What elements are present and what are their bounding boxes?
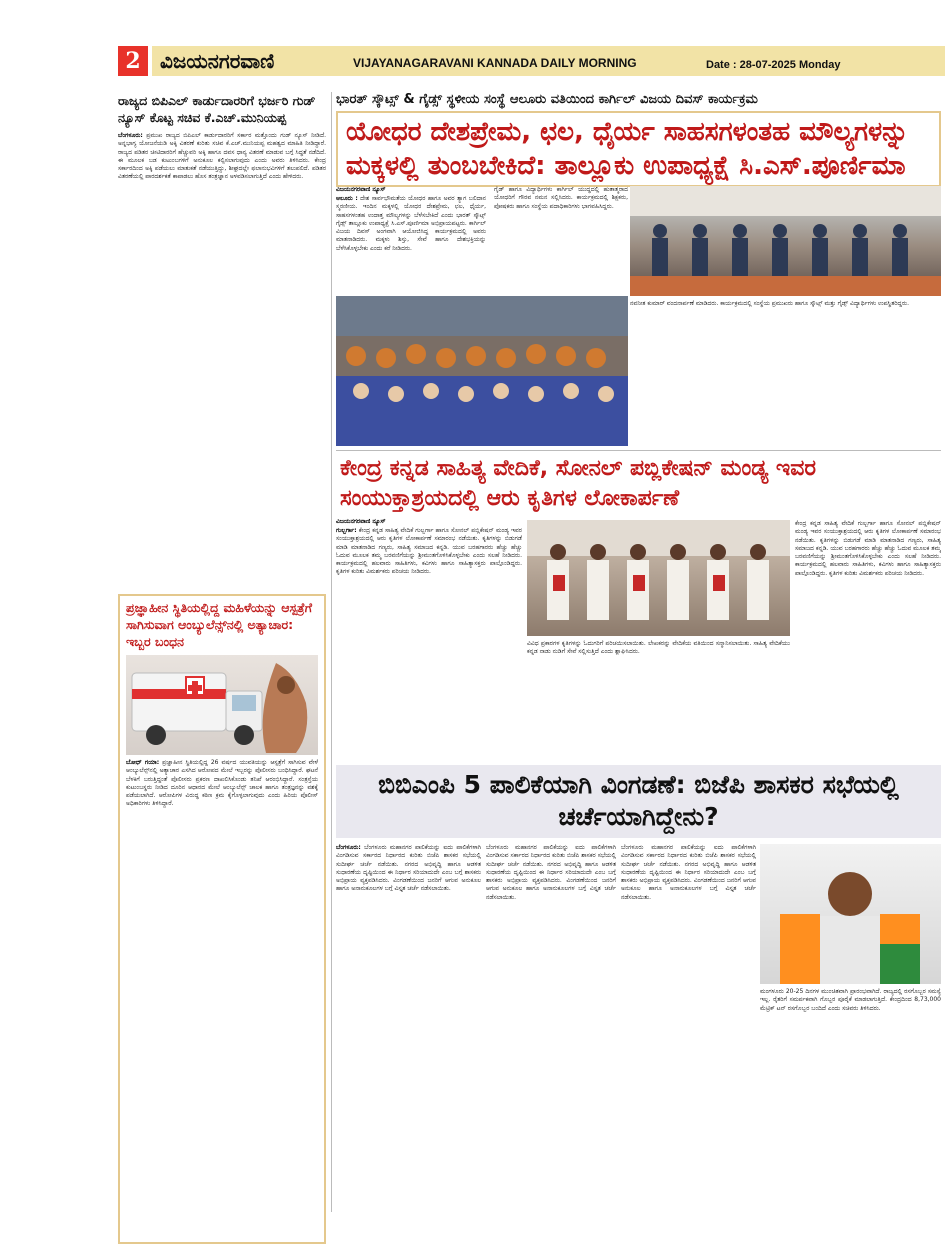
bbmp-col-2	[486, 844, 616, 1209]
kargil-headline-box	[336, 111, 941, 187]
books-photo	[527, 520, 790, 636]
story-text-3: ಬೆಂಗಳೂರು ಮಹಾನಗರ ಪಾಲಿಕೆಯನ್ನು ಐದು ಪಾಲಿಕೆಗಳಾಗಿ ವಿಂಗಡಿಸುವ ಸರ್ಕಾರದ ನಿರ್ಧಾರದ ಕುರಿತು ಬಿಜೆಪಿ ಶಾಸಕರ ಸಭೆಯಲ್ಲಿ ಸುದೀರ್ಘ ಚರ್ಚೆ ನಡೆಯಿತು. ನಗರದ ಅಭಿವೃದ್ಧಿ ಹಾಗೂ ಆಡಳಿತ ಸುಧಾರಣೆಯ ದೃಷ್ಟಿಯಿಂದ ಈ ನಿರ್ಧಾರ ಸರಿಯಾದುದೇ ಎಂಬ ಬಗ್ಗೆ ಶಾಸಕರು ಅಭಿಪ್ರಾಯ ವ್ಯಕ್ತಪಡಿಸಿದರು. ವಿಂಗಡಣೆಯಿಂದ ಜನರಿಗೆ ಆಗುವ ಅನುಕೂಲ ಹಾಗೂ ಅನಾನುಕೂಲಗಳ ಬಗ್ಗೆ ವಿಸ್ತೃತ ಚರ್ಚೆ ನಡೆಸಲಾಯಿತು.	[621, 844, 756, 901]
story-text: ಬೆಂಗಳೂರು ಮಹಾನಗರ ಪಾಲಿಕೆಯನ್ನು ಐದು ಪಾಲಿಕೆಗಳಾಗಿ ವಿಂಗಡಿಸುವ ಸರ್ಕಾರದ ನಿರ್ಧಾರದ ಕುರಿತು ಬಿಜೆಪಿ ಶಾಸಕರ ಸಭೆಯಲ್ಲಿ ಸುದೀರ್ಘ ಚರ್ಚೆ ನಡೆಯಿತು. ನಗರದ ಅಭಿವೃದ್ಧಿ ಹಾಗೂ ಆಡಳಿತ ಸುಧಾರಣೆಯ ದೃಷ್ಟಿಯಿಂದ ಈ ನಿರ್ಧಾರ ಸರಿಯಾದುದೇ ಎಂಬ ಬಗ್ಗೆ ಶಾಸಕರು ಅಭಿಪ್ರಾಯ ವ್ಯಕ್ತಪಡಿಸಿದರು. ವಿಂಗಡಣೆಯಿಂದ ಜನರಿಗೆ ಆಗುವ ಅನುಕೂಲ ಹಾಗೂ ಅನಾನುಕೂಲಗಳ ಬಗ್ಗೆ ವಿಸ್ತೃತ ಚರ್ಚೆ ನಡೆಸಲಾಯಿತು.	[336, 844, 481, 893]
bbmp-col-1	[336, 844, 481, 1209]
story-dateline: ಬೋಧ್ ಗಯಾ:	[126, 759, 160, 766]
group-photo	[630, 186, 941, 296]
story-text: ಕೇಂದ್ರ ಕನ್ನಡ ಸಾಹಿತ್ಯ ವೇದಿಕೆ ಗುಲ್ಬರ್ಗಾ ಹಾಗೂ ಸೋನಲ್ ಪಬ್ಲಿಕೇಷನ್ ಮಂಡ್ಯ ಇವರ ಸಂಯುಕ್ತಾಶ್ರಯದಲ್ಲಿ ಆರು ಕೃತಿಗಳ ಲೋಕಾರ್ಪಣೆ ಸಮಾರಂಭ ನಡೆಯಿತು. ಕೃತಿಗಳನ್ನು ಬಿಡುಗಡೆ ಮಾಡಿ ಮಾತನಾಡಿದ ಗಣ್ಯರು, ಸಾಹಿತ್ಯ ಸಮಾಜದ ಕನ್ನಡಿ. ಯುವ ಬರಹಗಾರರು ಹೆಚ್ಚು ಹೆಚ್ಚು ಓದುವ ಮೂಲಕ ತಮ್ಮ ಬರವಣಿಗೆಯನ್ನು ಶ್ರೀಮಂತಗೊಳಿಸಿಕೊಳ್ಳಬೇಕು ಎಂದು ಸಲಹೆ ನೀಡಿದರು. ಕಾರ್ಯಕ್ರಮದಲ್ಲಿ ಹಲವಾರು ಸಾಹಿತಿಗಳು, ಕವಿಗಳು ಹಾಗೂ ಸಾಹಿತ್ಯಾಸಕ್ತರು ಪಾಲ್ಗೊಂಡಿದ್ದರು. ಕೃತಿಗಳ ಕುರಿತು ವಿಮರ್ಶಕರು ಪರಿಚಯ ನೀಡಿದರು.	[336, 527, 522, 576]
books-story	[336, 454, 941, 514]
story-dateline: ಬೆಂಗಳೂರು:	[118, 132, 143, 139]
story-body	[336, 844, 481, 1209]
story-text: ಪ್ರಜ್ಞಾಹೀನ ಸ್ಥಿತಿಯಲ್ಲಿದ್ದ 26 ವರ್ಷದ ಯುವತಿಯನ್ನು ಆಸ್ಪತ್ರೆಗೆ ಸಾಗಿಸುವ ವೇಳೆ ಆಂಬ್ಯುಲೆನ್ಸ್‌ನಲ್ಲಿ ಅತ್ಯಾಚಾರ ಎಸಗಿದ ಆರೋಪದ ಮೇಲೆ ಇಬ್ಬರನ್ನು ಪೊಲೀಸರು ಬಂಧಿಸಿದ್ದಾರೆ. ಘಟನೆ ಬೆಳಕಿಗೆ ಬರುತ್ತಿದ್ದಂತೆ ಪೊಲೀಸರು ಪ್ರಕರಣ ದಾಖಲಿಸಿಕೊಂಡು ತನಿಖೆ ಆರಂಭಿಸಿದ್ದಾರೆ. ಸಂತ್ರಸ್ತೆಯ ಕುಟುಂಬಸ್ಥರು ನೀಡಿದ ದೂರಿನ ಆಧಾರದ ಮೇಲೆ ಆಂಬ್ಯುಲೆನ್ಸ್ ಚಾಲಕ ಹಾಗೂ ತಂತ್ರಜ್ಞನನ್ನು ವಶಕ್ಕೆ ಪಡೆಯಲಾಗಿದೆ. ಆರೋಪಿಗಳ ವಿರುದ್ಧ ಕಠಿಣ ಕ್ರಮ ಕೈಗೊಳ್ಳಲಾಗುವುದು ಎಂದು ಹಿರಿಯ ಪೊಲೀಸ್ ಅಧಿಕಾರಿಗಳು ತಿಳಿಸಿದ್ದಾರೆ.	[126, 759, 318, 808]
story-text-3: ಕೇಂದ್ರ ಕನ್ನಡ ಸಾಹಿತ್ಯ ವೇದಿಕೆ ಗುಲ್ಬರ್ಗಾ ಹಾಗೂ ಸೋನಲ್ ಪಬ್ಲಿಕೇಷನ್ ಮಂಡ್ಯ ಇವರ ಸಂಯುಕ್ತಾಶ್ರಯದಲ್ಲಿ ಆರು ಕೃತಿಗಳ ಲೋಕಾರ್ಪಣೆ ಸಮಾರಂಭ ನಡೆಯಿತು. ಕೃತಿಗಳನ್ನು ಬಿಡುಗಡೆ ಮಾಡಿ ಮಾತನಾಡಿದ ಗಣ್ಯರು, ಸಾಹಿತ್ಯ ಸಮಾಜದ ಕನ್ನಡಿ. ಯುವ ಬರಹಗಾರರು ಹೆಚ್ಚು ಹೆಚ್ಚು ಓದುವ ಮೂಲಕ ತಮ್ಮ ಬರವಣಿಗೆಯನ್ನು ಶ್ರೀಮಂತಗೊಳಿಸಿಕೊಳ್ಳಬೇಕು ಎಂದು ಸಲಹೆ ನೀಡಿದರು. ಕಾರ್ಯಕ್ರಮದಲ್ಲಿ ಹಲವಾರು ಸಾಹಿತಿಗಳು, ಕವಿಗಳು ಹಾಗೂ ಸಾಹಿತ್ಯಾಸಕ್ತರು ಪಾಲ್ಗೊಂಡಿದ್ದರು. ಕೃತಿಗಳ ಕುರಿತು ವಿಮರ್ಶಕರು ಪರಿಚಯ ನೀಡಿದರು.	[795, 520, 941, 577]
ambulance-illustration	[126, 655, 318, 755]
students-photo	[336, 296, 628, 446]
masthead-title-english: VIJAYANAGARAVANI KANNADA DAILY MORNING	[353, 56, 637, 70]
story-text-2: ವಿವಿಧ ಪ್ರಕಾರಗಳ ಕೃತಿಗಳನ್ನು ಓದುಗರಿಗೆ ಪರಿಚಯಿಸಲಾಯಿತು. ಲೇಖಕರನ್ನು ವೇದಿಕೆಯ ವತಿಯಿಂದ ಸನ್ಮಾನಿಸಲಾಯಿತು. ಸಾಹಿತ್ಯ ವೇದಿಕೆಯು ಕನ್ನಡ ನಾಡು ನುಡಿಗೆ ಸೇವೆ ಸಲ್ಲಿಸುತ್ತಿದೆ ಎಂದು ಶ್ಲಾಘಿಸಿದರು.	[527, 640, 790, 656]
story-dateline: ಬೆಂಗಳೂರು:	[336, 844, 361, 851]
story-body	[120, 757, 324, 1242]
story-text: ಪ್ರಮುಖ ರಾಜ್ಯದ ಬಿಪಿಎಲ್ ಕಾರ್ಡುದಾರರಿಗೆ ಸರ್ಕಾರ ಮತ್ತೊಂದು ಗುಡ್ ನ್ಯೂಸ್ ನೀಡಿದೆ. ಅನ್ನಭಾಗ್ಯ ಯೋಜನೆಯಡಿ ಅಕ್ಕಿ ವಿತರಣೆ ಕುರಿತು ಸಚಿವ ಕೆ.ಎಚ್.ಮುನಿಯಪ್ಪ ಮಹತ್ವದ ಮಾಹಿತಿ ನೀಡಿದ್ದಾರೆ. ರಾಜ್ಯದ ಪಡಿತರ ಚೀಟಿದಾರರಿಗೆ ಹೆಚ್ಚುವರಿ ಅಕ್ಕಿ ಹಾಗೂ ದವಸ ಧಾನ್ಯ ವಿತರಣೆ ಮಾಡುವ ಬಗ್ಗೆ ಸಿದ್ಧತೆ ನಡೆದಿದೆ. ಈ ಮೂಲಕ ಬಡ ಕುಟುಂಬಗಳಿಗೆ ಅನುಕೂಲ ಕಲ್ಪಿಸಲಾಗುವುದು ಎಂದು ಅವರು ತಿಳಿಸಿದರು. ಕೇಂದ್ರ ಸರ್ಕಾರದಿಂದ ಅಕ್ಕಿ ಪಡೆಯಲು ಮಾತುಕತೆ ನಡೆಯುತ್ತಿದ್ದು, ಶೀಘ್ರದಲ್ಲೇ ಫಲಾನುಭವಿಗಳಿಗೆ ತಲುಪಲಿದೆ. ಪಡಿತರ ವಿತರಣೆಯಲ್ಲಿ ಪಾರದರ್ಶಕತೆ ಕಾಪಾಡಲು ಹೊಸ ತಂತ್ರಜ್ಞಾನ ಅಳವಡಿಸಲಾಗುತ್ತಿದೆ ಎಂದು ಹೇಳಿದರು.	[118, 132, 326, 181]
kargil-col-1	[336, 186, 486, 299]
book-release-photo	[527, 520, 790, 636]
story-headline: ಪ್ರಜ್ಞಾಹೀನ ಸ್ಥಿತಿಯಲ್ಲಿದ್ದ ಮಹಿಳೆಯನ್ನು ಆಸ್ಪತ್ರೆಗೆ ಸಾಗಿಸುವಾಗ ಆಂಬ್ಯುಲೆನ್ಸ್‌ನಲ್ಲಿ ಅತ್ಯಾಚಾರ: ಇಬ್ಬರ ಬಂಧನ	[126, 600, 313, 649]
books-headline: ಕೇಂದ್ರ ಕನ್ನಡ ಸಾಹಿತ್ಯ ವೇದಿಕೆ, ಸೋನಲ್ ಪಬ್ಲಿಕೇಷನ್ ಮಂಡ್ಯ ಇವರ ಸಂಯುಕ್ತಾಶ್ರಯದಲ್ಲಿ ಆರು ಕೃತಿಗಳ ಲೋಕಾರ್ಪಣೆ	[340, 456, 816, 511]
kargil-photo-students	[336, 296, 628, 446]
story-text: ದೇಶ ಸಾರ್ವಭೌಮತೆಯ ಯೋಧರ ಹಾಗೂ ಅವರ ತ್ಯಾಗ ಬಲಿದಾನ ಸ್ಮರಣೀಯ. ಇಂದಿನ ಮಕ್ಕಳಲ್ಲಿ ಯೋಧರ ದೇಶಪ್ರೇಮ, ಛಲ, ಧೈರ್ಯ, ಸಾಹಸಗಳಂತಹ ಉದಾತ್ತ ಮೌಲ್ಯಗಳನ್ನು ಬೆಳೆಸಬೇಕಿದೆ ಎಂದು ಭಾರತ್ ಸ್ಕೌಟ್ಸ್ ಗೈಡ್ಸ್ ತಾಲ್ಲೂಕು ಉಪಾಧ್ಯಕ್ಷೆ ಸಿ.ಎಸ್.ಪೂರ್ಣಿಮಾ ಅಭಿಪ್ರಾಯಪಟ್ಟರು. ಕಾರ್ಗಿಲ್ ವಿಜಯ ದಿವಸ್ ಅಂಗವಾಗಿ ಆಯೋಜಿಸಿದ್ದ ಕಾರ್ಯಕ್ರಮದಲ್ಲಿ ಅವರು ಮಾತನಾಡಿದರು. ಮಕ್ಕಳು ಶಿಸ್ತು, ಸೇವೆ ಹಾಗೂ ದೇಶಭಕ್ತಿಯನ್ನು ಬೆಳೆಸಿಕೊಳ್ಳಬೇಕು ಎಂದು ಕರೆ ನೀಡಿದರು.	[336, 195, 486, 252]
story-credit: ವಿಜಯನಗರವಾಣಿ ನ್ಯೂಸ್	[336, 518, 386, 525]
caption-text: ಮಂಗಳೂರು 20-25 ದಿನಗಳ ಮುಂಚಿತವಾಗಿ ಪ್ರಾರಂಭವಾಗಿದೆ. ರಾಜ್ಯದಲ್ಲಿ ರಸಗೊಬ್ಬರ ಸಮಸ್ಯೆ ಇಲ್ಲ. ರೈತರಿಗೆ ಸಮರ್ಪಕವಾಗಿ ಗೊಬ್ಬರ ಪೂರೈಕೆ ಮಾಡಲಾಗುತ್ತಿದೆ. ಕೇಂದ್ರದಿಂದ 8,73,000 ಮೆಟ್ರಿಕ್ ಟನ್ ರಸಗೊಬ್ಬರ ಬಂದಿದೆ ಎಂದು ಸಚಿವರು ತಿಳಿಸಿದರು.	[760, 988, 941, 1012]
kargil-kicker: ಭಾರತ್ ಸ್ಕೌಟ್ಸ್ & ಗೈಡ್ಸ್ ಸ್ಥಳೀಯ ಸಂಸ್ಥೆ ಆಲೂರು ವತಿಯಿಂದ ಕಾರ್ಗಿಲ್ ವಿಜಯ ದಿವಸ್ ಕಾರ್ಯಕ್ರಮ	[336, 92, 758, 107]
bbmp-headline: ಬಿಬಿಎಂಪಿ 5 ಪಾಲಿಕೆಯಾಗಿ ವಿಂಗಡಣೆ: ಬಿಜೆಪಿ ಶಾಸಕರ ಸಭೆಯಲ್ಲಿ ಚರ್ಚೆಯಾಗಿದ್ದೇನು?	[378, 770, 899, 831]
bbmp-photo	[760, 844, 941, 984]
page-number: 2	[118, 46, 148, 76]
bbmp-col-3	[621, 844, 756, 1209]
story-body	[336, 527, 522, 763]
story-text-2: ಗೈಡ್ ಹಾಗೂ ವಿದ್ಯಾರ್ಥಿಗಳು ಕಾರ್ಗಿಲ್ ಯುದ್ಧದಲ್ಲಿ ಹುತಾತ್ಮರಾದ ಯೋಧರಿಗೆ ಗೌರವ ನಮನ ಸಲ್ಲಿಸಿದರು. ಕಾರ್ಯಕ್ರಮದಲ್ಲಿ ಶಿಕ್ಷಕರು, ಪೋಷಕರು ಹಾಗೂ ಸಂಸ್ಥೆಯ ಪದಾಧಿಕಾರಿಗಳು ಭಾಗವಹಿಸಿದ್ದರು.	[494, 186, 628, 210]
kargil-col-2	[494, 186, 628, 292]
masthead	[0, 0, 945, 88]
story-dateline: ಗುಲ್ಬರ್ಗಾ:	[336, 527, 357, 534]
section-divider	[336, 450, 941, 451]
story-text-2: ಬೆಂಗಳೂರು ಮಹಾನಗರ ಪಾಲಿಕೆಯನ್ನು ಐದು ಪಾಲಿಕೆಗಳಾಗಿ ವಿಂಗಡಿಸುವ ಸರ್ಕಾರದ ನಿರ್ಧಾರದ ಕುರಿತು ಬಿಜೆಪಿ ಶಾಸಕರ ಸಭೆಯಲ್ಲಿ ಸುದೀರ್ಘ ಚರ್ಚೆ ನಡೆಯಿತು. ನಗರದ ಅಭಿವೃದ್ಧಿ ಹಾಗೂ ಆಡಳಿತ ಸುಧಾರಣೆಯ ದೃಷ್ಟಿಯಿಂದ ಈ ನಿರ್ಧಾರ ಸರಿಯಾದುದೇ ಎಂಬ ಬಗ್ಗೆ ಶಾಸಕರು ಅಭಿಪ್ರಾಯ ವ್ಯಕ್ತಪಡಿಸಿದರು. ವಿಂಗಡಣೆಯಿಂದ ಜನರಿಗೆ ಆಗುವ ಅನುಕೂಲ ಹಾಗೂ ಅನಾನುಕೂಲಗಳ ಬಗ್ಗೆ ವಿಸ್ತೃತ ಚರ್ಚೆ ನಡೆಸಲಾಯಿತು.	[486, 844, 616, 901]
story-text-3: ನವನೀತ ಕುಮಾರ್ ವಂದನಾರ್ಪಣೆ ಮಾಡಿದರು. ಕಾರ್ಯಕ್ರಮದಲ್ಲಿ ಸಂಸ್ಥೆಯ ಪ್ರಮುಖರು ಹಾಗೂ ಸ್ಕೌಟ್ಸ್ ಮತ್ತು ಗೈಡ್ಸ್ ವಿದ್ಯಾರ್ಥಿಗಳು ಉಪಸ್ಥಿತರಿದ್ದರು.	[630, 300, 909, 307]
story-dateline: ಆಲೂರು :	[336, 195, 358, 202]
left-story-bpl	[118, 92, 326, 600]
books-col-3	[795, 520, 941, 756]
masthead-title-kannada: ವಿಜಯನಗರವಾಣಿ	[160, 49, 275, 73]
bbmp-photo-caption	[760, 988, 941, 1208]
books-col-1	[336, 518, 522, 763]
left-story-ambulance	[118, 594, 326, 1244]
masthead-date: Date : 28-07-2025 Monday	[706, 59, 841, 71]
story-credit: ವಿಜಯನಗರವಾಣಿ ನ್ಯೂಸ್	[336, 186, 386, 193]
story-body	[336, 195, 486, 299]
kargil-headline: ಯೋಧರ ದೇಶಪ್ರೇಮ, ಛಲ, ಧೈರ್ಯ ಸಾಹಸಗಳಂತಹ ಮೌಲ್ಯಗಳನ್ನು ಮಕ್ಕಳಲ್ಲಿ ತುಂಬಬೇಕಿದೆ: ತಾಲ್ಲೂಕು ಉಪಾಧ್ಯಕ್ಷೆ ಸಿ.ಎಸ್.ಪೂರ್ಣಿಮಾ	[346, 117, 909, 181]
kargil-col-3	[630, 300, 941, 356]
bbmp-headline-band	[336, 765, 941, 838]
politician-photo	[760, 844, 941, 984]
column-divider	[331, 92, 332, 1212]
story-headline: ರಾಜ್ಯದ ಬಿಪಿಎಲ್ ಕಾರ್ಡುದಾರರಿಗೆ ಭರ್ಜರಿ ಗುಡ್ ನ್ಯೂಸ್ ಕೊಟ್ಟ ಸಚಿವ ಕೆ.ಎಚ್.ಮುನಿಯಪ್ಪ	[118, 93, 316, 125]
ambulance-photo	[126, 655, 318, 755]
kargil-photo-top	[630, 186, 941, 296]
books-col-2	[527, 640, 790, 756]
story-body	[118, 132, 326, 600]
